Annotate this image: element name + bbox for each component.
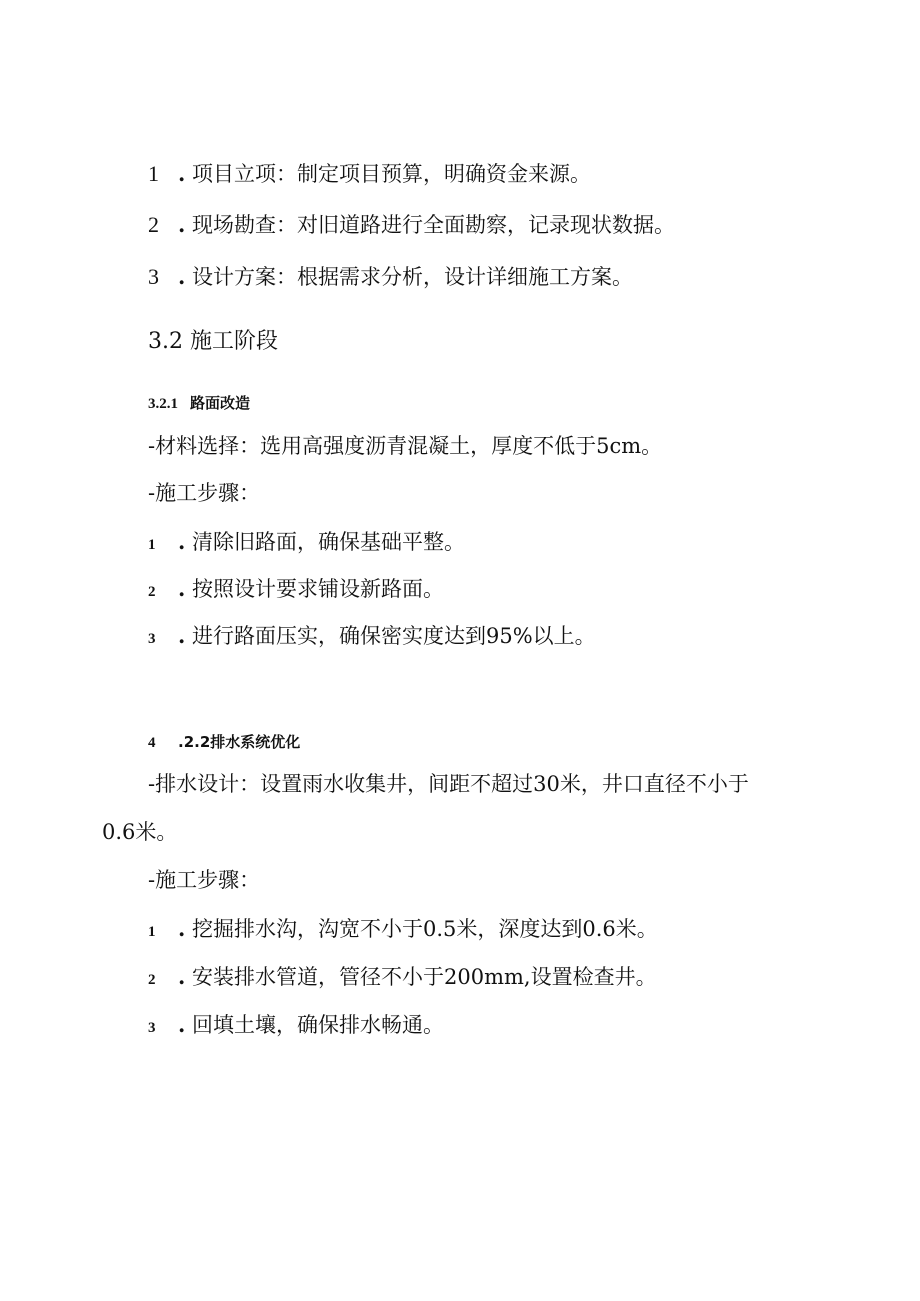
subsection-heading (148, 735, 300, 751)
subsection-title: .2.2排水系统优化 (178, 733, 301, 751)
list-item (148, 531, 465, 553)
list-item-text: 回填土壤，确保排水畅通。 (192, 1013, 444, 1037)
list-item-text: 进行路面压实，确保密实度达到95%以上。 (192, 624, 596, 648)
list-item-dot: . (178, 212, 186, 237)
list-item-dot: . (178, 576, 186, 601)
list-item-number: 1 (148, 537, 156, 553)
list-item-text: 设计方案：根据需求分析，设计详细施工方案。 (192, 265, 633, 289)
list-item-number: 3 (148, 1020, 156, 1036)
list-item-text: 按照设计要求铺设新路面。 (192, 577, 444, 601)
list-item (148, 578, 444, 600)
list-item-number: 3 (148, 631, 156, 647)
list-item-dot: . (178, 264, 186, 289)
list-item (148, 214, 675, 236)
list-item-number: 2 (148, 584, 156, 600)
subsection-heading (148, 396, 250, 412)
list-item (148, 625, 596, 647)
list-item-number: 1 (148, 924, 156, 940)
list-item (148, 163, 591, 185)
subsection-title: 路面改造 (190, 394, 251, 412)
list-item-dot: . (178, 964, 186, 989)
list-item-dot: . (178, 529, 186, 554)
list-item-text: 项目立项：制定项目预算，明确资金来源。 (192, 162, 591, 186)
paragraph-line: -排水设计：设置雨水收集井，间距不超过30米，井口直径不小于 (148, 772, 749, 796)
section-heading: 3.2 施工阶段 (148, 329, 278, 354)
subsection-number: 4 (148, 735, 156, 751)
list-item-text: 安装排水管道，管径不小于200mm,设置检查井。 (192, 965, 657, 989)
list-item-dot: . (178, 1012, 186, 1037)
list-item (148, 1014, 444, 1036)
list-item-number: 2 (148, 972, 156, 988)
list-item-text: 挖掘排水沟，沟宽不小于0.5米，深度达到0.6米。 (192, 917, 658, 941)
list-item-number: 1 (148, 161, 159, 186)
paragraph: -材料选择：选用高强度沥青混凝土，厚度不低于5cm。 (148, 434, 663, 458)
list-item (148, 966, 657, 988)
list-item-dot: . (178, 623, 186, 648)
steps-label: -施工步骤： (148, 868, 261, 892)
subsection-number: 3.2.1 (148, 396, 178, 412)
list-item (148, 918, 658, 940)
list-item-number: 3 (148, 264, 159, 289)
steps-label: -施工步骤： (148, 481, 261, 505)
list-item-dot: . (178, 161, 186, 186)
list-item-text: 清除旧路面，确保基础平整。 (192, 530, 465, 554)
list-item-dot: . (178, 916, 186, 941)
list-item-number: 2 (148, 212, 159, 237)
paragraph-line: 0.6米。 (102, 820, 178, 844)
list-item (148, 266, 633, 288)
list-item-text: 现场勘查：对旧道路进行全面勘察，记录现状数据。 (192, 213, 675, 237)
